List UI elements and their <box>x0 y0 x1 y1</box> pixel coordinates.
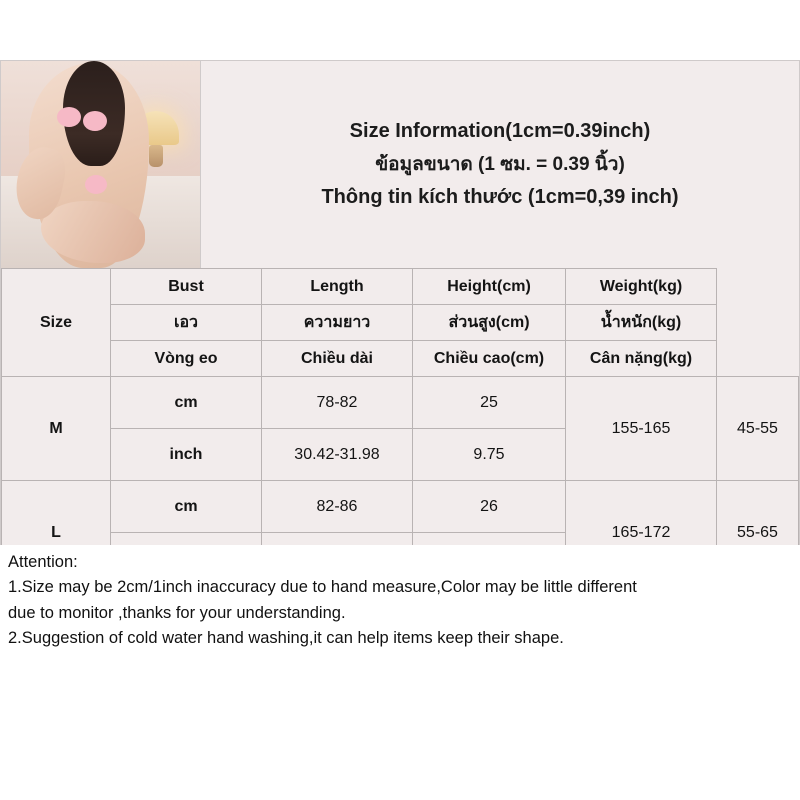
attention-line-3: 2.Suggestion of cold water hand washing,it can help items keep their shape. <box>8 629 564 648</box>
table-row <box>2 377 799 429</box>
l-height: 165-172 <box>566 481 717 585</box>
table-header-row-th <box>2 305 799 341</box>
m-bust-inch: 30.42-31.98 <box>262 429 413 481</box>
unit-inch: inch <box>111 429 262 481</box>
header-height-th: ส่วนสูง(cm) <box>413 305 566 341</box>
m-weight: 45-55 <box>717 377 799 481</box>
lamp-base <box>149 145 163 167</box>
header-weight-th: น้ำหนัก(kg) <box>566 305 717 341</box>
header-height-en: Height(cm) <box>413 269 566 305</box>
product-photo <box>1 61 201 268</box>
size-column-header: Size <box>2 269 111 377</box>
size-table <box>1 268 799 585</box>
attention-line-2: due to monitor ,thanks for your understanding. <box>8 603 346 622</box>
title-line-th: ข้อมูลขนาด (1 ซม. = 0.39 นิ้ว) <box>375 153 625 175</box>
m-length-inch: 9.75 <box>413 429 566 481</box>
m-bust-cm: 78-82 <box>262 377 413 429</box>
title-line-en: Size Information(1cm=0.39inch) <box>349 119 651 142</box>
l-bust-cm: 82-86 <box>262 481 413 533</box>
unit-cm: cm <box>111 377 262 429</box>
l-length-cm: 26 <box>413 481 566 533</box>
attention-block <box>0 545 800 653</box>
title-line-vi: Thông tin kích thước (1cm=0,39 inch) <box>321 186 679 209</box>
m-length-cm: 25 <box>413 377 566 429</box>
table-header-row-en <box>2 269 799 305</box>
m-height: 155-165 <box>566 377 717 481</box>
size-chart-container <box>0 60 800 545</box>
censor-dot-icon <box>83 111 107 131</box>
attention-heading: Attention: <box>8 553 78 571</box>
header-length-th: ความยาว <box>262 305 413 341</box>
row-size-l: L <box>2 481 111 585</box>
header-weight-en: Weight(kg) <box>566 269 717 305</box>
attention-line-1: 1.Size may be 2cm/1inch inaccuracy due to hand measure,Color may be little different <box>8 578 637 597</box>
censor-dot-icon <box>57 107 81 127</box>
table-row <box>2 481 799 533</box>
header-bust-en: Bust <box>111 269 262 305</box>
unit-cm: cm <box>111 481 262 533</box>
header-length-en: Length <box>262 269 413 305</box>
title-block <box>201 61 799 268</box>
header-weight-vi: Cân nặng(kg) <box>566 341 717 377</box>
header-height-vi: Chiều cao(cm) <box>413 341 566 377</box>
row-size-m: M <box>2 377 111 481</box>
header-bust-vi: Vòng eo <box>111 341 262 377</box>
table-header-row-vi <box>2 341 799 377</box>
l-weight: 55-65 <box>717 481 799 585</box>
header-length-vi: Chiều dài <box>262 341 413 377</box>
censor-dot-icon <box>85 175 107 194</box>
header-bust-th: เอว <box>111 305 262 341</box>
chart-header-row <box>1 61 799 268</box>
